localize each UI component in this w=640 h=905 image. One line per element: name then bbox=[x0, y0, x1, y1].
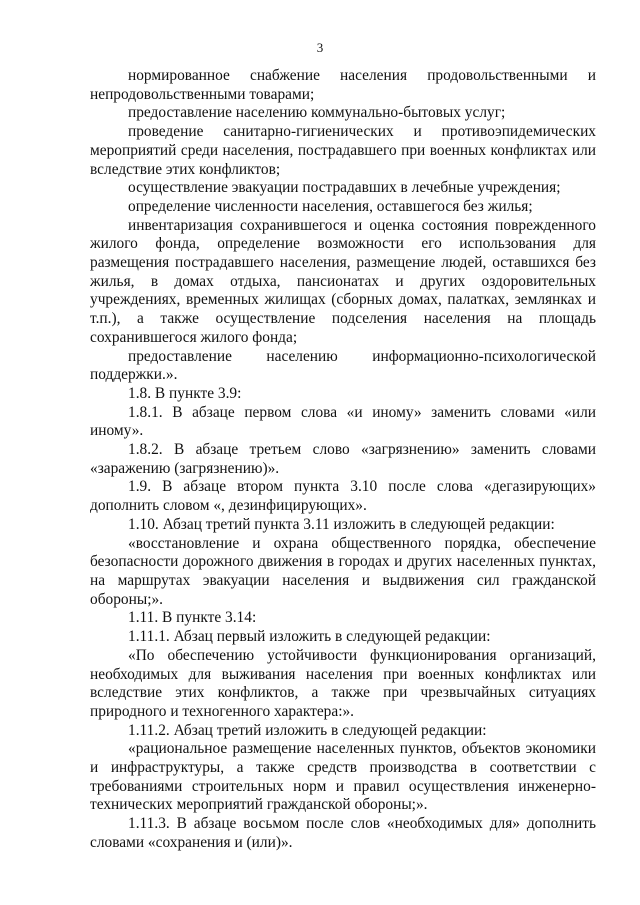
paragraph: 1.8. В пункте 3.9: bbox=[128, 384, 242, 402]
paragraph: 1.8.2. В абзаце третьем слово «загрязнению» заменить словами «заражению (загрязнению)». bbox=[90, 441, 596, 477]
paragraph: определение численности населения, оставшегося без жилья; bbox=[128, 197, 533, 215]
paragraph: 1.10. Абзац третий пункта 3.11 изложить в следующей редакции: bbox=[128, 515, 555, 533]
paragraph: 1.11. В пункте 3.14: bbox=[128, 609, 257, 627]
paragraph: нормированное снабжение населения продовольственными и непродовольственными товарами; bbox=[90, 67, 596, 103]
document-body bbox=[90, 67, 596, 853]
paragraph: 1.11.3. В абзаце восьмом после слов «необходимых для» дополнить словами «сохранения и (или)». bbox=[90, 815, 596, 851]
paragraph: 1.9. В абзаце втором пункта 3.10 после слова «дегазирующих» дополнить словом «, дезинфицирующих». bbox=[90, 478, 596, 515]
paragraph: проведение санитарно-гигиенических и противоэпидемических мероприятий среди населения, пострадавшего при военных конфликтах или вследствие этих конфликтов; bbox=[90, 123, 596, 178]
paragraph: предоставление населению информационно-психологической поддержки.». bbox=[90, 347, 596, 384]
paragraph: «рациональное размещение населенных пунктов, объектов экономики и инфраструктуры, а также средств производства в соответствии с требованиями строительных норм и правил осуществления инженерно-технических мероприятий гражданской обороны;». bbox=[90, 740, 596, 814]
paragraph: 1.11.1. Абзац первый изложить в следующей редакции: bbox=[128, 628, 491, 646]
page-number: 3 bbox=[316, 40, 324, 55]
paragraph: инвентаризация сохранившегося и оценка состояния поврежденного жилого фонда, определение возможности его использования для размещения пострадавшего населения, размещение людей, оставшихся без жилья, в домах отдыха, пансионатах и других оздоровительных учреждениях, временных жилищах (сборных домах, палатках, землянках и т.п.), а также осуществление подселения населения на площадь сохранившегося жилого фонда; bbox=[90, 216, 596, 346]
paragraph: «По обеспечению устойчивости функционирования организаций, необходимых для выживания населения при военных конфликтах или вследствие этих конфликтов, а также при чрезвычайных ситуациях природного и техногенного характера:». bbox=[90, 646, 596, 720]
paragraph: 1.11.2. Абзац третий изложить в следующей редакции: bbox=[128, 721, 487, 739]
paragraph: «восстановление и охрана общественного порядка, обеспечение безопасности дорожного движения в городах и других населенных пунктах, на маршрутах эвакуации населения и выдвижения сил гражданской обороны;». bbox=[90, 534, 596, 608]
paragraph: 1.8.1. В абзаце первом слова «и иному» заменить словами «или иному». bbox=[90, 403, 596, 440]
paragraph: предоставление населению коммунально-бытовых услуг; bbox=[128, 104, 506, 122]
paragraph: осуществление эвакуации пострадавших в лечебные учреждения; bbox=[128, 179, 561, 197]
